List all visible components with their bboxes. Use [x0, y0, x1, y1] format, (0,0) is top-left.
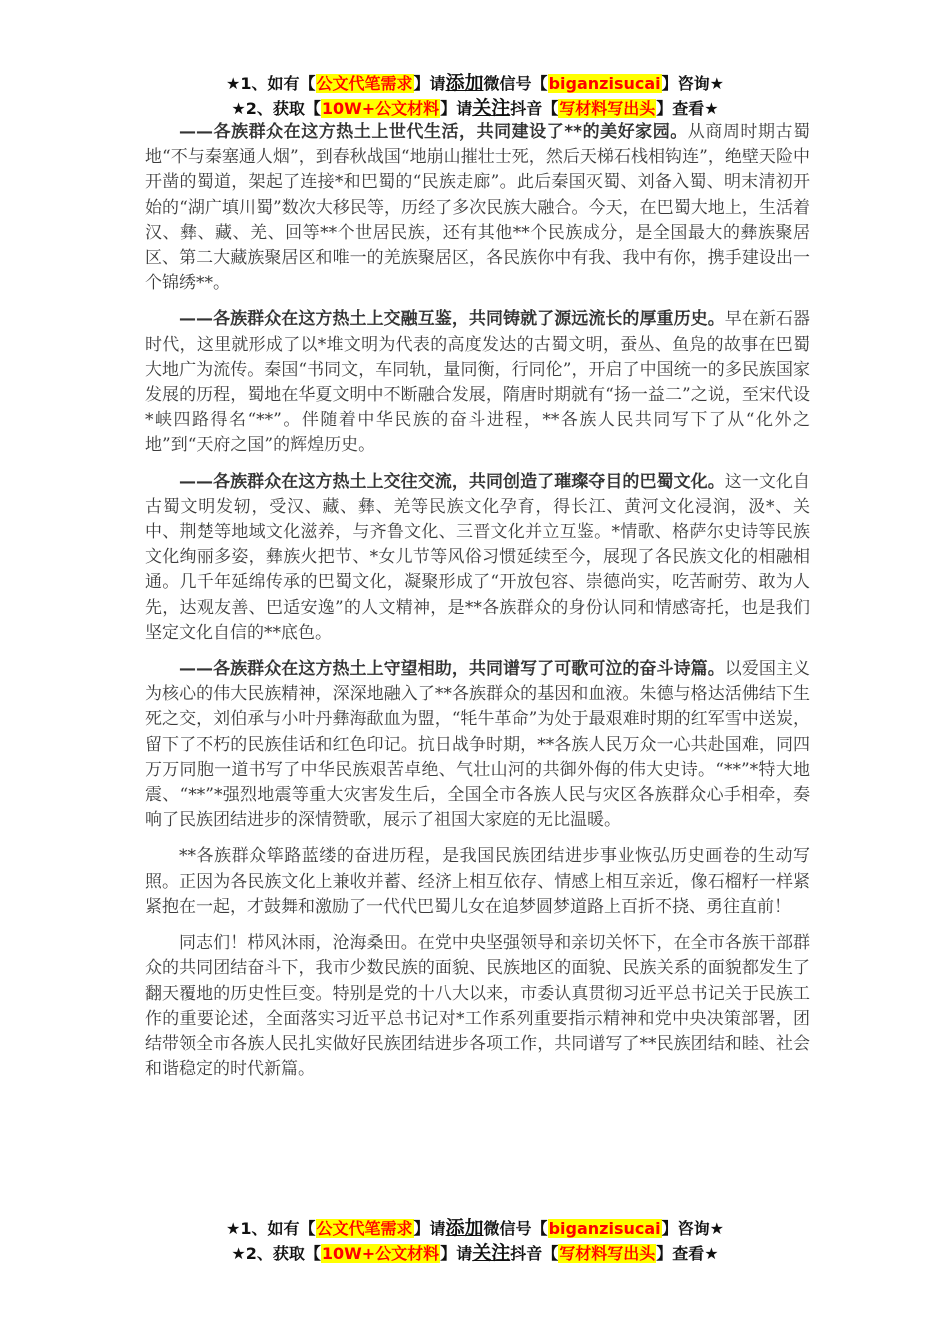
paragraph-lead: ——各族群众在这方热土上守望相助，共同谱写了可歌可泣的奋斗诗篇。 — [179, 659, 725, 680]
banner-text: 1、如有【 — [240, 74, 316, 93]
banner-text: 微信号【 — [483, 1219, 548, 1238]
banner-text: 抖音【 — [510, 1244, 559, 1263]
banner-text: 2、获取【 — [245, 99, 321, 118]
banner-text: ★ — [226, 74, 241, 93]
paragraph-text: 以爱国主义为核心的伟大民族精神，深深地融入了**各族群众的基因和血液。朱德与格达活佛结下生死之交，刘伯承与小叶丹彝海歃血为盟，“牦牛革命”为处于最艰难时期的红军雪中送炭，留下了不朽的民族佳话和红色印记。抗日战争时期，**各族人民万众一心共赴国难，同四万万同胞一道书写了中华民族艰苦卓绝、气壮山河的共御外侮的伟大史诗。“**”*特大地震、“**”*强烈地震等重大灾害发生后，全国全市各族人民与灾区各族群众心手相牵，奏响了民族团结进步的深情赞歌，展示了祖国大家庭的无比温暖。 — [145, 659, 811, 831]
promo-banner-line-1 — [0, 71, 950, 96]
promo-banner-line-2 — [0, 96, 950, 121]
banner-text: 1、如有【 — [240, 1219, 316, 1238]
paragraph — [145, 120, 810, 296]
promo-footer-line-2 — [0, 1241, 950, 1266]
banner-text: 微信号【 — [483, 74, 548, 93]
highlight-materials: 10W+公文材料 — [321, 99, 440, 118]
banner-text: 】请 — [440, 99, 473, 118]
promo-footer-line-1 — [0, 1216, 950, 1241]
banner-text: 】查看★ — [656, 99, 719, 118]
highlight-service: 公文代笔需求 — [316, 1219, 413, 1238]
paragraph-lead: ——各族群众在这方热土上世代生活，共同建设了**的美好家园。 — [179, 122, 688, 142]
highlight-wechat-id: biganzisucai — [548, 74, 661, 93]
paragraph — [145, 844, 810, 920]
banner-text: 2、获取【 — [245, 1244, 321, 1263]
paragraph — [145, 931, 810, 1082]
banner-text: 】查看★ — [656, 1244, 719, 1263]
paragraph-text: 从商周时期古蜀地“不与秦塞通人烟”，到春秋战国“地崩山摧壮士死，然后天梯石栈相钩连”，绝壁天险中开凿的蜀道，架起了连接*和巴蜀的“民族走廊”。此后秦国灭蜀、刘备入蜀、明末清初开始的“湖广填川蜀”数次大移民等，历经了多次民族大融合。今天，在巴蜀大地上，生活着汉、彝、藏、羌、回等**个世居民族，还有其他**个民族成分，是全国最大的彝族聚居区、第二大藏族聚居区和唯一的羌族聚居区，各民族你中有我、我中有你，携手建设出一个锦绣**。 — [145, 122, 811, 294]
banner-emphasis: 关注 — [472, 1242, 511, 1264]
highlight-douyin-account: 写材料写出头 — [559, 1244, 656, 1263]
paragraph-lead: ——各族群众在这方热土上交融互鉴，共同铸就了源远流长的厚重历史。 — [179, 309, 725, 330]
paragraph-text: 这一文化自古蜀文明发轫，受汉、藏、彝、羌等民族文化孕育，得长江、黄河文化浸润，汲*、关中、荆楚等地域文化滋养，与齐鲁文化、三晋文化并立互鉴。*情歌、格萨尔史诗等民族文化绚丽多姿，彝族火把节、*女儿节等风俗习惯延续至今，展现了各民族文化的相融相通。几千年延绵传承的巴蜀文化，凝聚形成了“开放包容、崇德尚实，吃苦耐劳、敢为人先，达观友善、巴适安逸”的人文精神，是**各族群众的身份认同和情感寄托，也是我们坚定文化自信的**底色。 — [145, 471, 811, 643]
highlight-douyin-account: 写材料写出头 — [559, 99, 656, 118]
highlight-service: 公文代笔需求 — [316, 74, 413, 93]
paragraph-text: **各族群众筚路蓝缕的奋进历程，是我国民族团结进步事业恢弘历史画卷的生动写照。正因为各民族文化上兼收并蓄、经济上相互依存、情感上相互亲近，像石榴籽一样紧紧抱在一起，才鼓舞和激励了一代代巴蜀儿女在追梦圆梦道路上百折不挠、勇往直前！ — [145, 846, 810, 917]
banner-text: ★ — [231, 1244, 246, 1263]
paragraph — [145, 307, 810, 458]
banner-text: 】请 — [413, 1219, 446, 1238]
banner-text: ★ — [226, 1219, 241, 1238]
paragraph — [145, 470, 810, 646]
banner-emphasis: 添加 — [445, 72, 484, 94]
paragraph-lead: ——各族群众在这方热土上交往交流，共同创造了璀璨夺目的巴蜀文化。 — [179, 471, 725, 492]
banner-text: 抖音【 — [510, 99, 559, 118]
paragraph-text: 同志们！栉风沐雨，沧海桑田。在党中央坚强领导和亲切关怀下，在全市各族干部群众的共同团结奋斗下，我市少数民族的面貌、民族地区的面貌、民族关系的面貌都发生了翻天覆地的历史性巨变。特别是党的十八大以来，市委认真贯彻习近平总书记关于民族工作的重要论述，全面落实习近平总书记对*工作系列重要指示精神和党中央决策部署，团结带领全市各族人民扎实做好民族团结进步各项工作，共同谱写了**民族团结和睦、社会和谐稳定的时代新篇。 — [145, 933, 810, 1080]
highlight-wechat-id: biganzisucai — [548, 1219, 661, 1238]
highlight-materials: 10W+公文材料 — [321, 1244, 440, 1263]
banner-text: 】请 — [413, 74, 446, 93]
document-body — [145, 120, 810, 1082]
banner-text: 】咨询★ — [661, 74, 724, 93]
paragraph-text: 早在新石器时代，这里就形成了以*堆文明为代表的高度发达的古蜀文明，蚕丛、鱼凫的故事在巴蜀大地广为流传。秦国“书同文，车同轨，量同衡，行同伦”，开启了中国统一的多民族国家发展的历程，蜀地在华夏文明中不断融合发展，隋唐时期就有“扬一益二”之说，至宋代设*峡四路得名“**”。伴随着中华民族的奋斗进程，**各族人民共同写下了从“化外之地”到“天府之国”的辉煌历史。 — [145, 309, 811, 456]
banner-text: ★ — [231, 99, 246, 118]
banner-emphasis: 关注 — [472, 97, 511, 119]
banner-emphasis: 添加 — [445, 1217, 484, 1239]
paragraph — [145, 657, 810, 833]
banner-text: 】请 — [440, 1244, 473, 1263]
banner-text: 】咨询★ — [661, 1219, 724, 1238]
